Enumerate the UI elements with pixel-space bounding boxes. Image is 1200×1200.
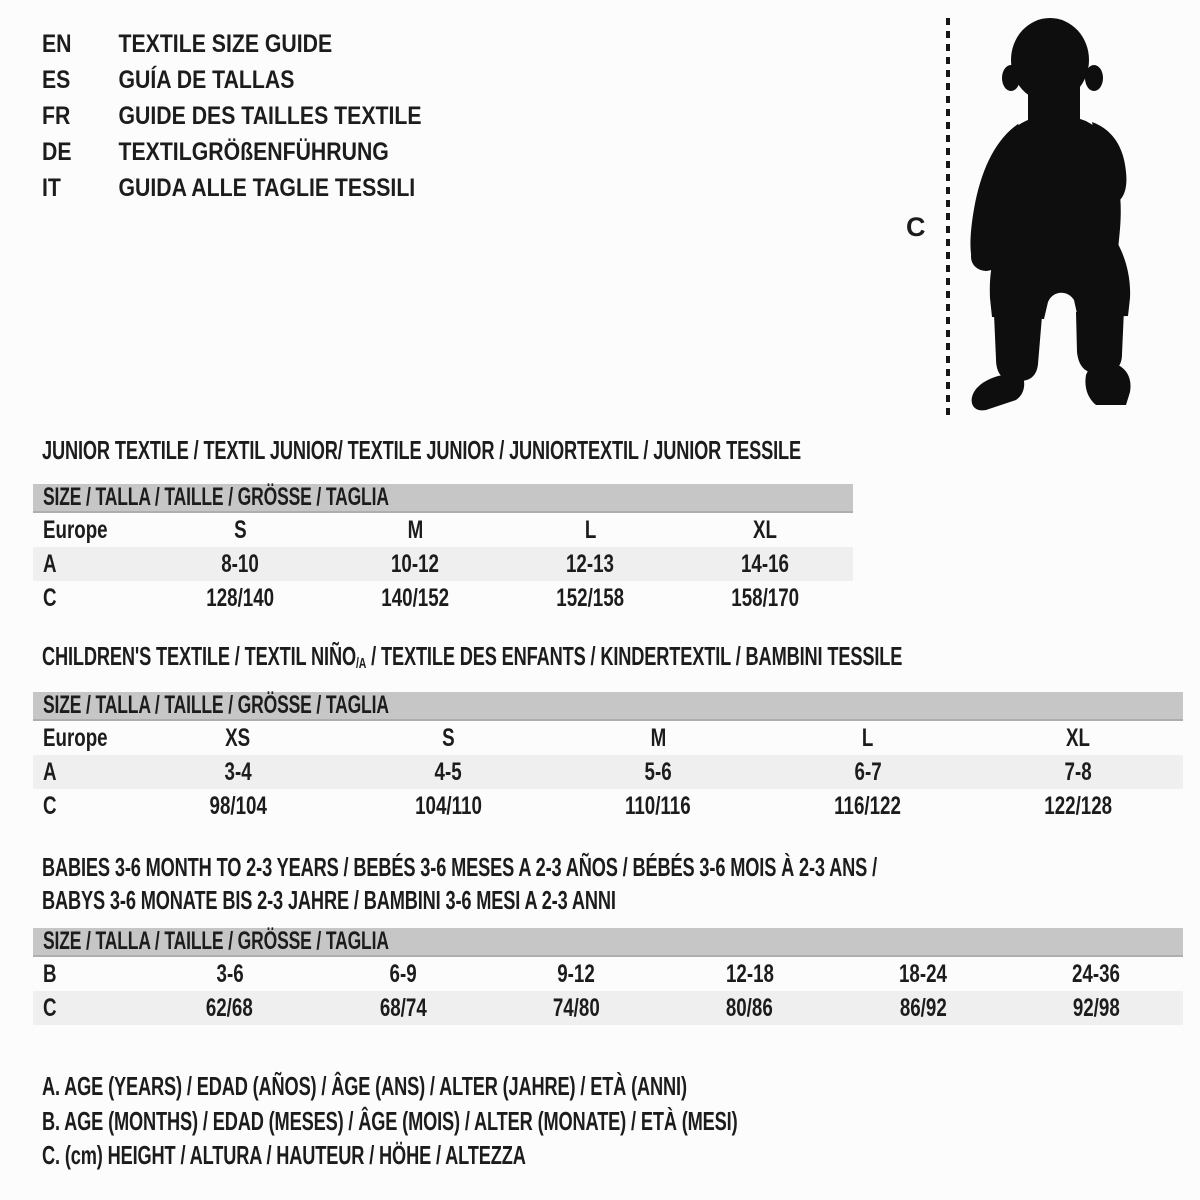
children-size-table bbox=[33, 692, 1183, 823]
value-cell: 5-6 bbox=[553, 755, 763, 789]
value-cell: 158/170 bbox=[731, 583, 800, 612]
junior-table bbox=[33, 513, 853, 615]
value-cell: 80/86 bbox=[663, 991, 836, 1025]
language-row-fr bbox=[42, 98, 489, 134]
row-label: B bbox=[43, 959, 57, 988]
row-label: Europe bbox=[43, 723, 108, 752]
heading-subscript: /A bbox=[355, 655, 367, 672]
language-list bbox=[42, 26, 489, 206]
value-cell: 7-8 bbox=[973, 755, 1183, 789]
babies-size-table bbox=[33, 928, 1183, 1025]
value-cell: 152/158 bbox=[556, 583, 625, 612]
junior-size-table bbox=[33, 484, 853, 615]
value-cell: 92/98 bbox=[1010, 991, 1183, 1025]
value-cell: 12-18 bbox=[725, 959, 774, 988]
value-cell: 6-7 bbox=[763, 755, 973, 789]
size-cell: L bbox=[862, 723, 874, 752]
row-label: A bbox=[33, 547, 153, 581]
value-cell: 86/92 bbox=[836, 991, 1009, 1025]
language-row-de bbox=[42, 134, 489, 170]
babies-section-heading: BABIES 3-6 MONTH TO 2-3 YEARS / BEBÉS 3-6 MESES A 2-3 AÑOS / BÉBÉS 3-6 MOIS À 2-3 ANS / BABYS 3-6 MONATE BIS 2-3 JAHRE / BAMBINI 3-6 MESI A 2-3 ANNI bbox=[42, 852, 878, 915]
row-label: C bbox=[43, 791, 57, 820]
language-row-it bbox=[42, 170, 489, 206]
size-cell: M bbox=[407, 515, 424, 544]
value-cell: 122/128 bbox=[1044, 791, 1112, 820]
size-cell: M bbox=[650, 723, 666, 752]
value-cell: 12-13 bbox=[503, 547, 678, 581]
language-title: TEXTILGRÖßENFÜHRUNG bbox=[118, 138, 389, 166]
legend-line-a: A. AGE (YEARS) / EDAD (AÑOS) / ÂGE (ANS) / ALTER (JAHRE) / ETÀ (ANNI) bbox=[42, 1071, 687, 1101]
language-code: EN bbox=[42, 30, 72, 58]
value-cell: 3-6 bbox=[216, 959, 244, 988]
measurement-legend bbox=[42, 1069, 1036, 1173]
language-code: IT bbox=[42, 174, 61, 202]
babies-table bbox=[33, 957, 1183, 1025]
table-row-height bbox=[33, 581, 853, 615]
row-label: C bbox=[33, 991, 143, 1025]
value-cell: 98/104 bbox=[209, 791, 267, 820]
size-cell: L bbox=[584, 515, 597, 544]
row-label: C bbox=[43, 583, 57, 612]
value-cell: 3-4 bbox=[133, 755, 343, 789]
value-cell: 6-9 bbox=[389, 959, 417, 988]
table-row-europe bbox=[33, 721, 1183, 755]
size-header-label: SIZE / TALLA / TAILLE / GRÖSSE / TAGLIA bbox=[43, 483, 389, 511]
row-label: A bbox=[33, 755, 133, 789]
value-cell: 8-10 bbox=[153, 547, 328, 581]
value-cell: 74/80 bbox=[490, 991, 663, 1025]
size-header-band bbox=[33, 484, 853, 513]
size-cell: S bbox=[441, 723, 455, 752]
value-cell: 116/122 bbox=[834, 791, 902, 820]
height-measure-dashed-line bbox=[946, 18, 950, 416]
size-header-label: SIZE / TALLA / TAILLE / GRÖSSE / TAGLIA bbox=[43, 691, 389, 719]
size-cell: XS bbox=[225, 723, 251, 752]
table-row-europe bbox=[33, 513, 853, 547]
table-row-months bbox=[33, 957, 1183, 991]
row-label: Europe bbox=[43, 515, 108, 544]
size-header-label: SIZE / TALLA / TAILLE / GRÖSSE / TAGLIA bbox=[43, 927, 389, 955]
value-cell: 4-5 bbox=[343, 755, 553, 789]
table-row-height bbox=[33, 789, 1183, 823]
value-cell: 24-36 bbox=[1072, 959, 1121, 988]
size-cell: S bbox=[233, 515, 247, 544]
size-header-band bbox=[33, 692, 1183, 721]
value-cell: 10-12 bbox=[328, 547, 503, 581]
value-cell: 62/68 bbox=[143, 991, 316, 1025]
table-row-age bbox=[33, 547, 853, 581]
table-row-age bbox=[33, 755, 1183, 789]
language-row-es bbox=[42, 62, 489, 98]
value-cell: 128/140 bbox=[206, 583, 275, 612]
value-cell: 68/74 bbox=[316, 991, 489, 1025]
size-header-band bbox=[33, 928, 1183, 957]
value-cell: 104/110 bbox=[414, 791, 482, 820]
legend-line-c: C. (cm) HEIGHT / ALTURA / HAUTEUR / HÖHE / ALTEZZA bbox=[42, 1140, 526, 1170]
value-cell: 14-16 bbox=[678, 547, 853, 581]
language-code: ES bbox=[42, 66, 71, 94]
language-title: GUIDE DES TAILLES TEXTILE bbox=[118, 102, 422, 130]
language-code: FR bbox=[42, 102, 71, 130]
language-row-en bbox=[42, 26, 489, 62]
children-section-heading: CHILDREN'S TEXTILE / TEXTIL $NIÑO_{/A}$ / TEXTILE DES ENFANTS / KINDERTEXTIL / BAMBINI TESSILE bbox=[42, 641, 903, 672]
value-cell: 110/116 bbox=[625, 791, 691, 820]
size-cell: XL bbox=[1066, 723, 1090, 752]
junior-section-heading: JUNIOR TEXTILE / TEXTIL JUNIOR/ TEXTILE JUNIOR / JUNIORTEXTIL / JUNIOR TESSILE bbox=[42, 435, 801, 465]
table-row-height bbox=[33, 991, 1183, 1025]
value-cell: 18-24 bbox=[898, 959, 947, 988]
language-title: GUIDA ALLE TAGLIE TESSILI bbox=[118, 174, 416, 202]
language-title: GUÍA DE TALLAS bbox=[118, 66, 295, 94]
language-code: DE bbox=[42, 138, 72, 166]
language-title: TEXTILE SIZE GUIDE bbox=[118, 30, 333, 58]
value-cell: 9-12 bbox=[557, 959, 596, 988]
children-table bbox=[33, 721, 1183, 823]
toddler-silhouette-image bbox=[956, 14, 1146, 419]
size-cell: XL bbox=[753, 515, 778, 544]
value-cell: 140/152 bbox=[381, 583, 450, 612]
height-measure-label: C bbox=[906, 212, 926, 242]
legend-line-b: B. AGE (MONTHS) / EDAD (MESES) / ÂGE (MOIS) / ALTER (MONATE) / ETÀ (MESI) bbox=[42, 1105, 738, 1136]
